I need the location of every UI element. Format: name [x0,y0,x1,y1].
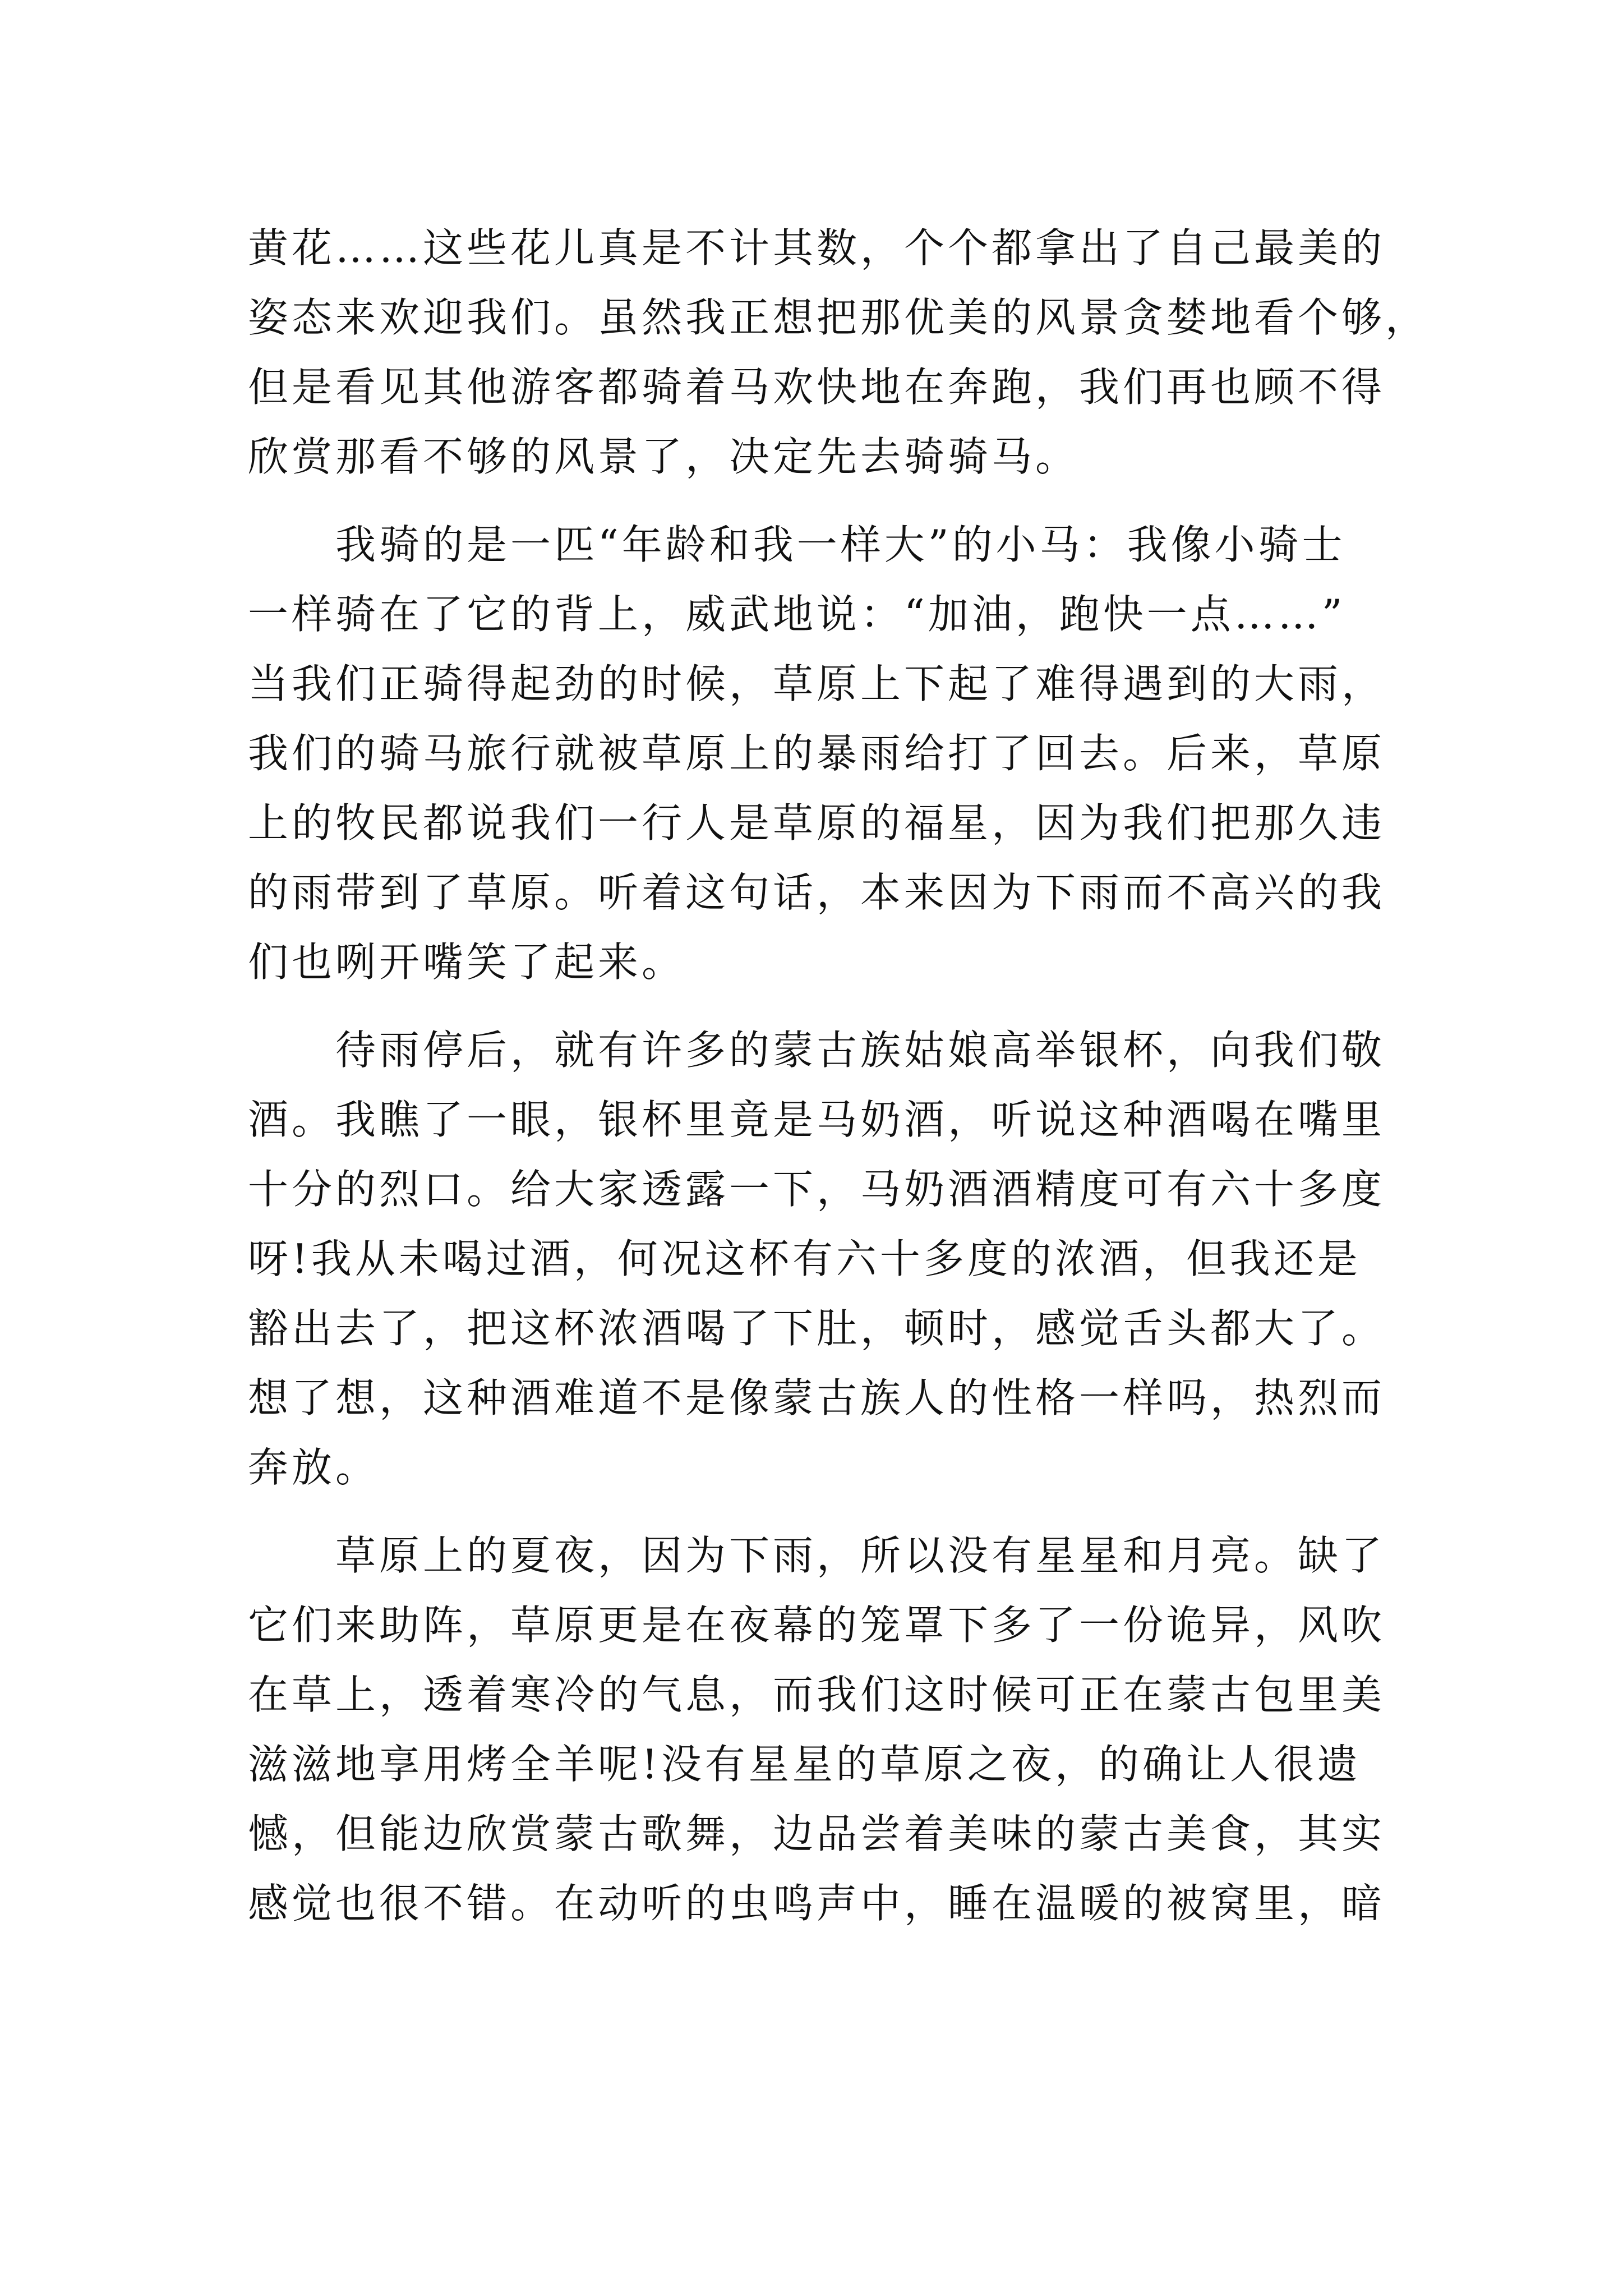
text-line: 感觉也很不错。在动听的虫鸣声中，睡在温暖的被窝里，暗 [248,1880,1386,1927]
text-line: 十分的烈口。给大家透露一下，马奶酒酒精度可有六十多度 [248,1166,1386,1213]
text-line: 憾，但能边欣赏蒙古歌舞，边品尝着美味的蒙古美食，其实 [248,1810,1386,1857]
text-line: 我骑的是一匹“年龄和我一样大”的小马：我像小骑士 [335,521,1346,568]
text-line: 酒。我瞧了一眼，银杯里竟是马奶酒，听说这种酒喝在嘴里 [248,1096,1386,1143]
text-line: 它们来助阵，草原更是在夜幕的笼罩下多了一份诡异，风吹 [248,1602,1386,1649]
paragraph [248,510,1398,997]
text-line: 当我们正骑得起劲的时候，草原上下起了难得遇到的大雨， [248,660,1386,707]
text-line: 想了想，这种酒难道不是像蒙古族人的性格一样吗，热烈而 [248,1374,1386,1421]
paragraph [248,213,1430,491]
text-line: 欣赏那看不够的风景了，决定先去骑骑马。 [248,433,1080,480]
paragraph [248,1521,1398,1938]
text-line: 呀!我从未喝过酒，何况这杯有六十多度的浓酒，但我还是 [248,1235,1361,1282]
text-line: 黄花……这些花儿真是不计其数，个个都拿出了自己最美的 [248,224,1386,272]
text-line: 姿态来欢迎我们。虽然我正想把那优美的风景贪婪地看个够， [248,294,1430,341]
text-line: 在草上，透着寒冷的气息，而我们这时候可正在蒙古包里美 [248,1671,1386,1718]
text-line: 们也咧开嘴笑了起来。 [248,938,686,986]
text-line: 奔放。 [248,1444,380,1491]
text-line: 但是看见其他游客都骑着马欢快地在奔跑，我们再也顾不得 [248,364,1386,411]
text-line: 的雨带到了草原。听着这句话，本来因为下雨而不高兴的我 [248,869,1386,916]
text-line: 草原上的夏夜，因为下雨，所以没有星星和月亮。缺了 [335,1532,1386,1579]
text-line: 豁出去了，把这杯浓酒喝了下肚，顿时，感觉舌头都大了。 [248,1305,1386,1352]
text-line: 滋滋地享用烤全羊呢!没有星星的草原之夜，的确让人很遗 [248,1741,1361,1788]
text-line: 上的牧民都说我们一行人是草原的福星，因为我们把那久违 [248,799,1386,846]
body-text [248,213,1430,1938]
text-line: 一样骑在了它的背上，威武地说：“加油，跑快一点……” [248,591,1346,638]
text-line: 待雨停后，就有许多的蒙古族姑娘高举银杯，向我们敬 [335,1027,1386,1074]
paragraph [248,1015,1398,1502]
text-line: 我们的骑马旅行就被草原上的暴雨给打了回去。后来，草原 [248,730,1386,777]
